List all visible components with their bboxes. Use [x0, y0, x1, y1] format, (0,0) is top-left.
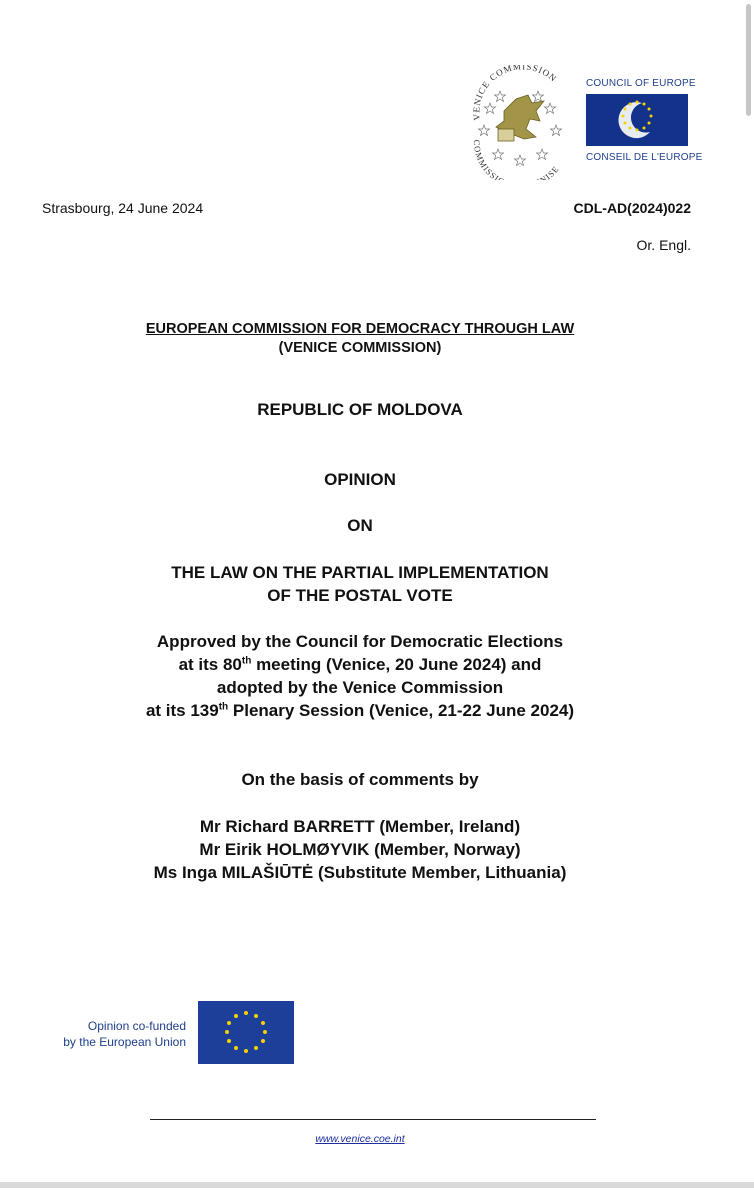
on-label: ON — [347, 516, 373, 535]
opinion-label: OPINION — [324, 470, 396, 489]
law-title-line-1: THE LAW ON THE PARTIAL IMPLEMENTATION — [171, 563, 549, 582]
eu-flag-icon — [198, 1001, 294, 1064]
commission-abbrev: (VENICE COMMISSION) — [278, 340, 442, 356]
cofunded-line-1: Opinion co-funded — [87, 1019, 186, 1033]
comments-heading: On the basis of comments by — [241, 770, 479, 789]
rapporteur-1: Mr Richard BARRETT (Member, Ireland) — [199, 817, 521, 836]
page-bottom-edge — [0, 1182, 754, 1188]
document-reference: CDL-AD(2024)022 — [573, 200, 691, 216]
svg-text:COMMISSION DE VENISE — [472, 140, 561, 180]
venice-commission-logo — [470, 65, 570, 180]
approval-line-3: adopted by the Venice Commission — [216, 678, 504, 697]
approval-line-1: Approved by the Council for Democratic Elections — [156, 632, 564, 651]
cofunded-line-2: by the European Union — [63, 1035, 186, 1049]
commission-name: EUROPEAN COMMISSION FOR DEMOCRACY THROUGH LAW — [145, 321, 575, 337]
original-language: Or. Engl. — [636, 237, 691, 253]
place-date: Strasbourg, 24 June 2024 — [42, 200, 204, 216]
winged-lion-icon — [470, 65, 570, 180]
council-of-europe-logo — [584, 78, 703, 168]
cofunded-text — [40, 1018, 186, 1050]
approval-line-2: at its 80th meeting (Venice, 20 June 2024) and — [178, 655, 542, 674]
law-title-line-2: OF THE POSTAL VOTE — [267, 586, 453, 605]
coe-logo-bottom-text: CONSEIL DE L'EUROPE — [586, 152, 703, 163]
venice-logo-top-text: VENICE COMMISSION — [471, 65, 559, 121]
rapporteur-3: Ms Inga MILAŠIŪTĖ (Substitute Member, Lithuania) — [153, 863, 567, 882]
scrollbar[interactable] — [746, 4, 751, 116]
rapporteur-2: Mr Eirik HOLMØYVIK (Member, Norway) — [199, 840, 521, 859]
coe-flag-icon — [586, 94, 688, 146]
coe-logo-top-text: COUNCIL OF EUROPE — [586, 78, 696, 89]
approval-line-4: at its 139th Plenary Session (Venice, 21-22 June 2024) — [145, 701, 575, 720]
website-link[interactable]: www.venice.coe.int — [315, 1133, 405, 1145]
country-title: REPUBLIC OF MOLDOVA — [257, 400, 463, 419]
venice-logo-bottom-text: COMMISSI NISE — [471, 139, 562, 180]
footer-rule — [150, 1119, 596, 1120]
